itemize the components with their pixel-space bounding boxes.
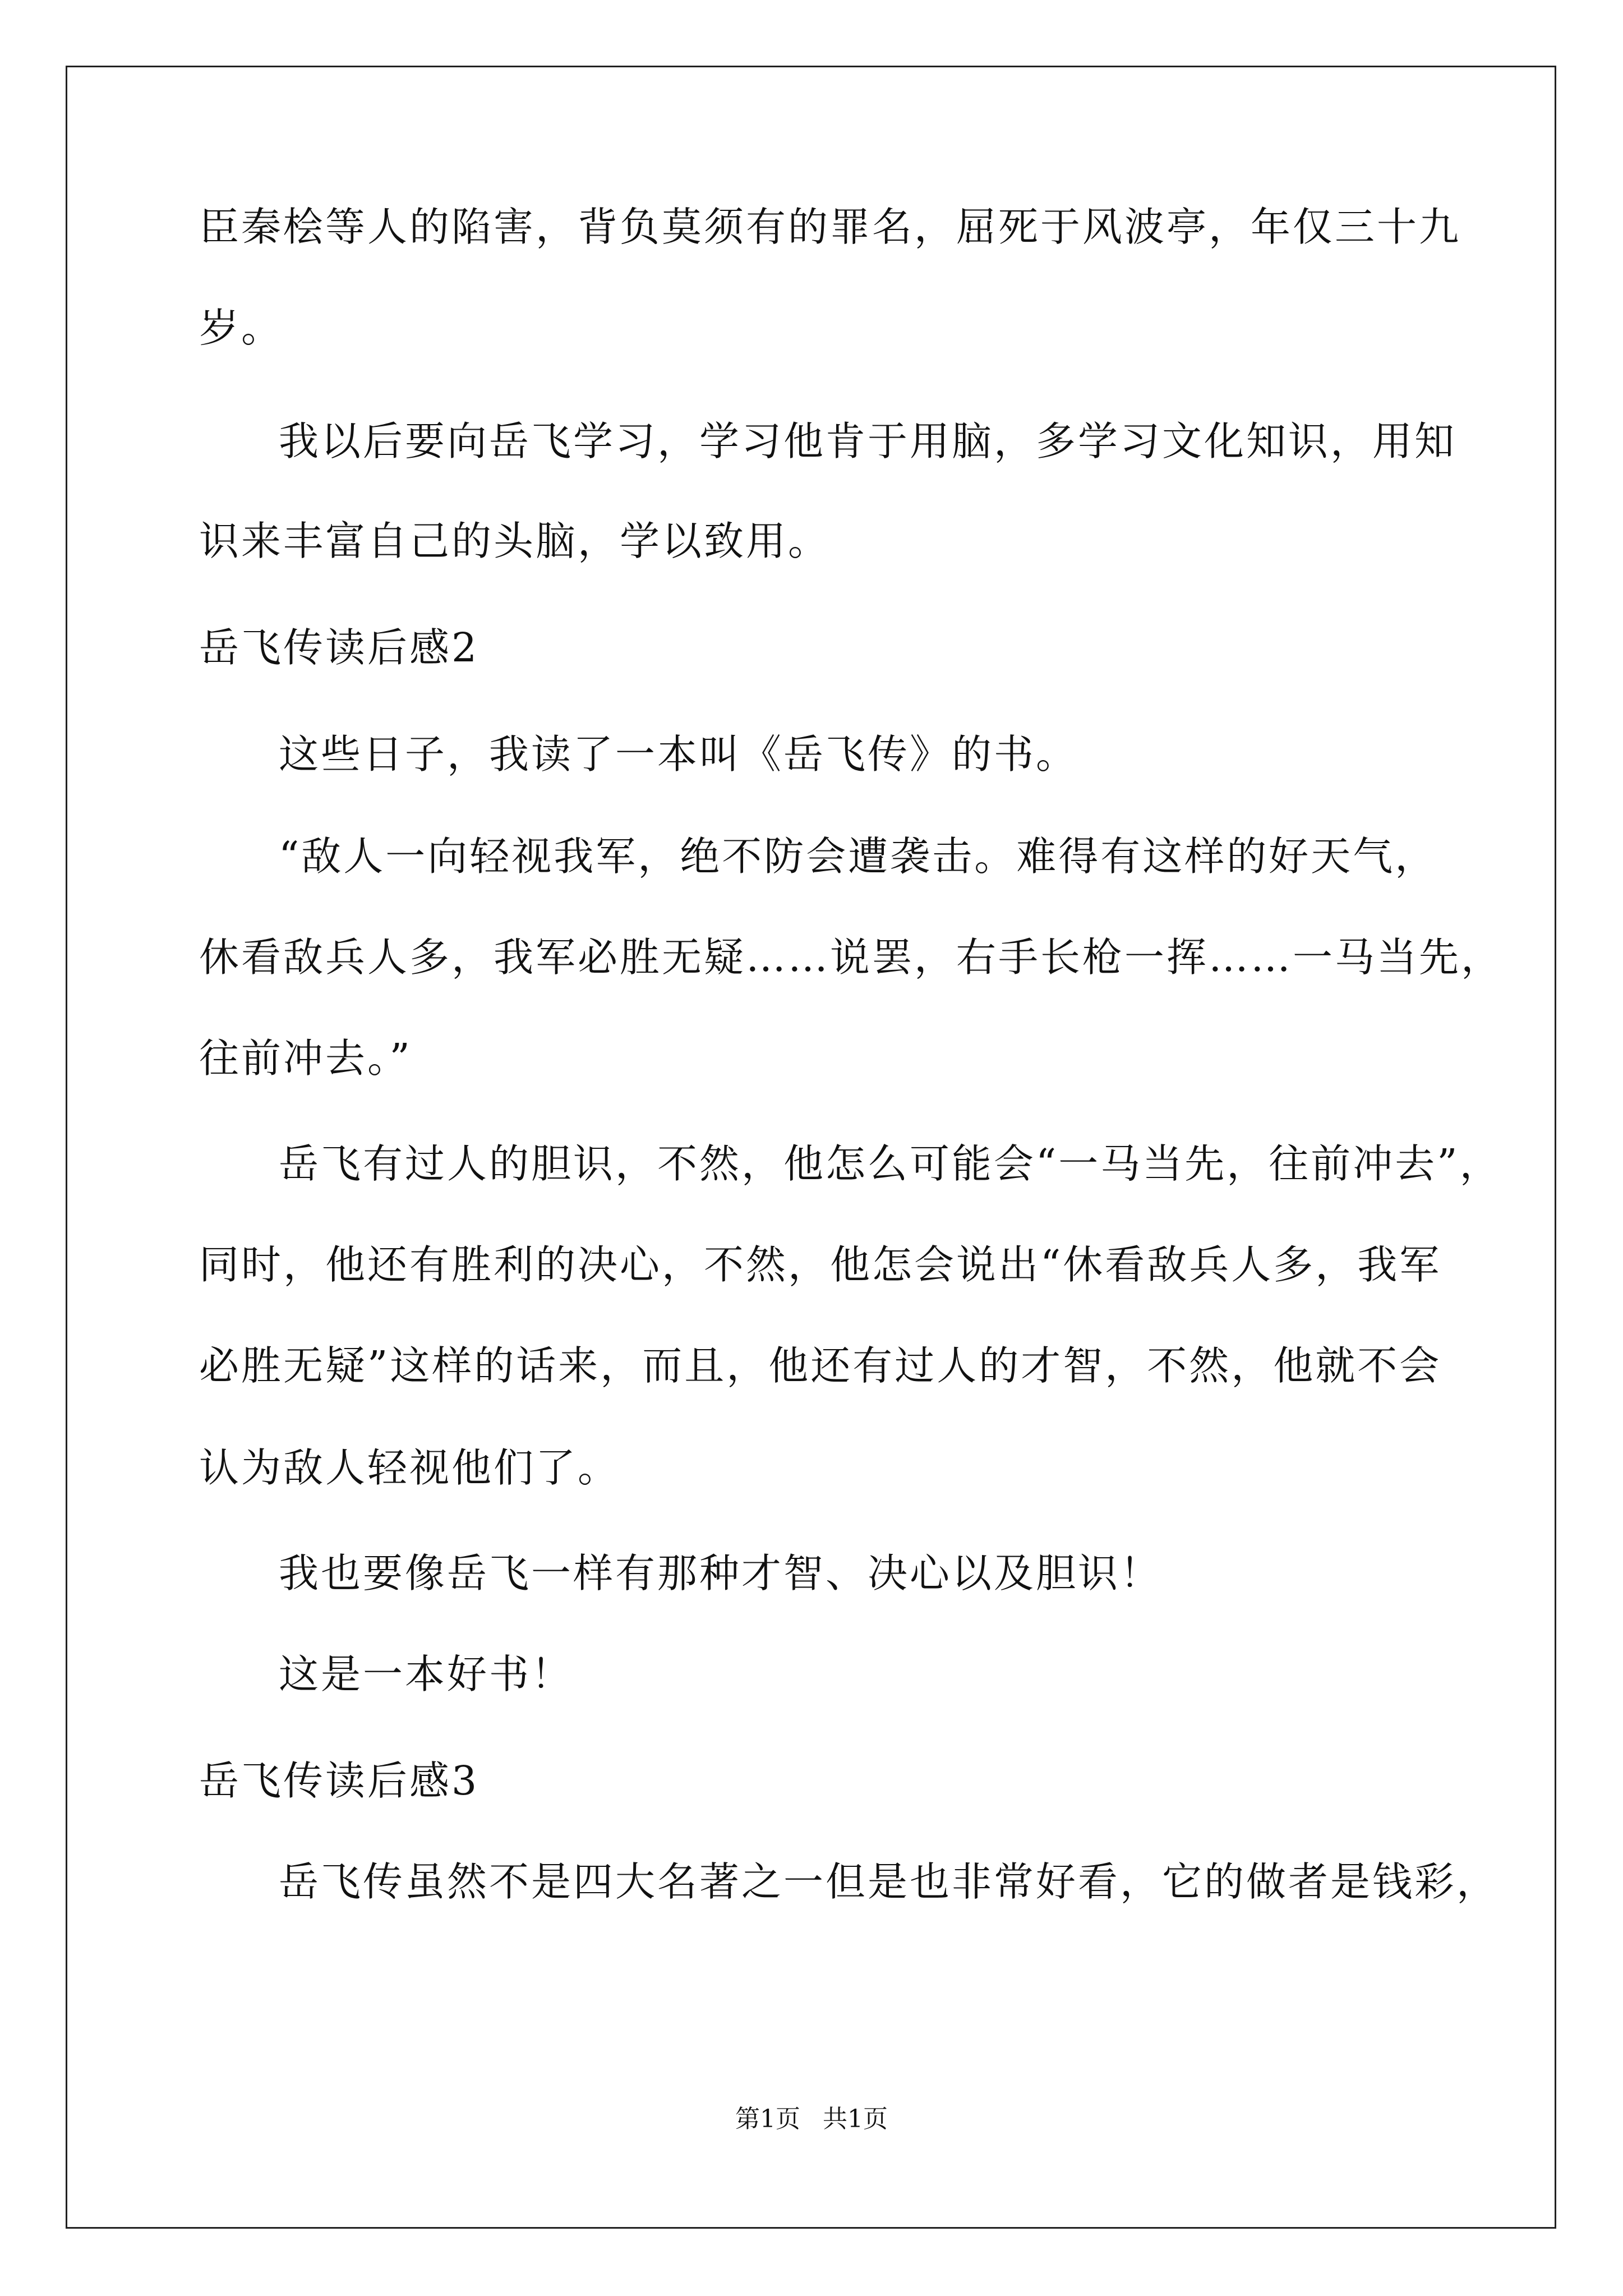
page-total: 共1页: [823, 2105, 888, 2133]
text-line: 岳飞有过人的胆识，不然，他怎么可能会“一马当先，往前冲去”，: [279, 1140, 1502, 1187]
text-line: 同时，他还有胜利的决心，不然，他怎会说出“休看敌兵人多，我军: [199, 1241, 1442, 1288]
text-line: 这些日子，我读了一本叫《岳飞传》的书。: [279, 731, 1078, 777]
section-heading: 岳飞传读后感2: [199, 624, 479, 671]
text-line: 认为敌人轻视他们了。: [199, 1444, 620, 1491]
page-footer: [0, 2102, 1623, 2136]
text-line: 岁。: [199, 305, 284, 351]
text-line: 岳飞传虽然不是四大名著之一但是也非常好看，它的做者是钱彩，: [279, 1858, 1499, 1905]
text-line: 休看敌兵人多，我军必胜无疑……说罢，右手长枪一挥……一马当先，: [199, 934, 1504, 981]
page-number: 第1页: [735, 2105, 800, 2133]
text-line: 必胜无疑”这样的话来，而且，他还有过人的才智，不然，他就不会: [199, 1342, 1442, 1389]
text-line: 我以后要向岳飞学习，学习他肯于用脑，多学习文化知识，用知: [279, 418, 1457, 464]
section-heading: 岳飞传读后感3: [199, 1757, 479, 1804]
text-line: 这是一本好书！: [279, 1651, 574, 1697]
text-line: 往前冲去。”: [199, 1035, 412, 1082]
text-line: 我也要像岳飞一样有那种才智、决心以及胆识！: [279, 1550, 1163, 1596]
text-line: “敌人一向轻视我军，绝不防会遭袭击。难得有这样的好天气，: [279, 833, 1437, 880]
text-line: 臣秦桧等人的陷害，背负莫须有的罪名，屈死于风波亭，年仅三十九: [199, 204, 1461, 250]
text-line: 识来丰富自己的头脑，学以致用。: [199, 518, 831, 564]
